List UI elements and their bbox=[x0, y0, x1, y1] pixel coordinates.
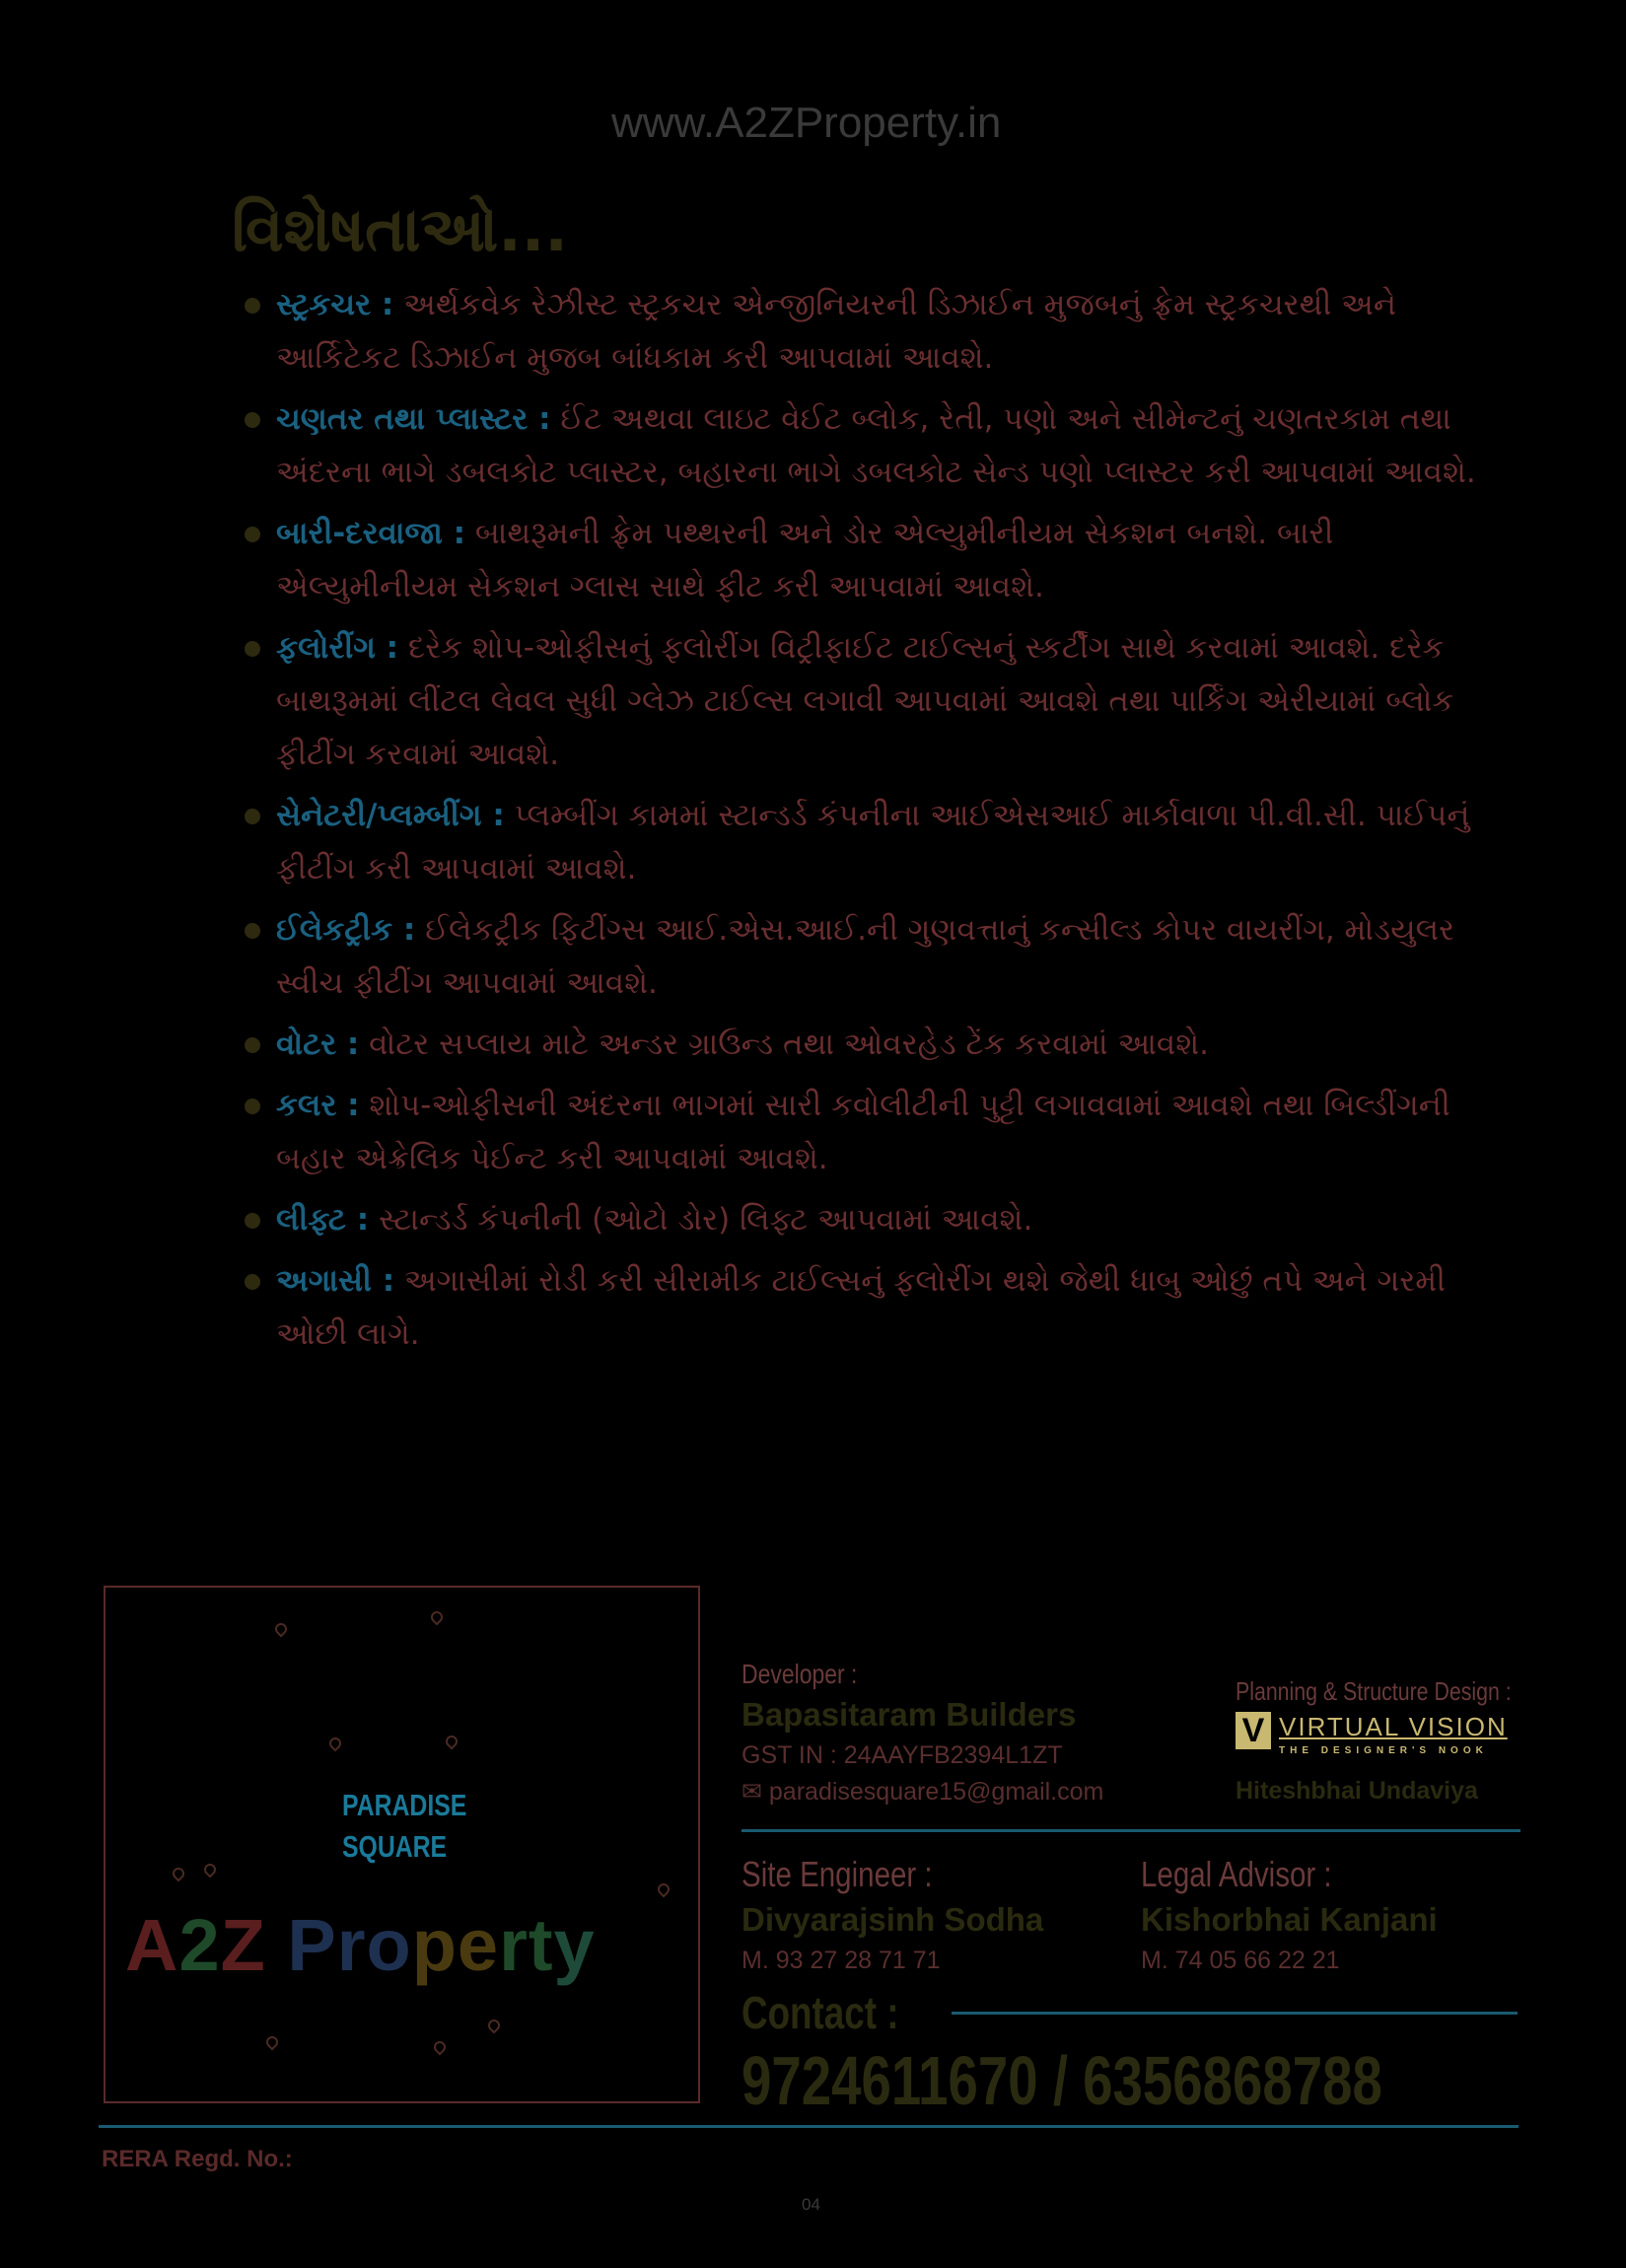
feature-item bbox=[245, 1254, 1477, 1361]
feature-title: વોટર : bbox=[276, 1027, 360, 1062]
feature-title: બારી-દરવાજા : bbox=[276, 516, 466, 551]
bullet-icon bbox=[245, 298, 260, 314]
project-name-line2: SQUARE bbox=[342, 1829, 448, 1864]
legal-advisor-phone: M. 74 05 66 22 21 bbox=[1141, 1947, 1340, 1974]
feature-title: ઈલેકટ્રીક : bbox=[276, 912, 416, 948]
map-pin-icon bbox=[429, 1609, 446, 1626]
page-number: 04 bbox=[802, 2195, 820, 2214]
feature-title: કલર : bbox=[276, 1088, 360, 1123]
v-logo-icon: V bbox=[1236, 1712, 1271, 1749]
virtual-vision-logo bbox=[1236, 1712, 1531, 1769]
bullet-icon bbox=[245, 923, 260, 939]
developer-name: Bapasitaram Builders bbox=[742, 1696, 1077, 1733]
planner-name: Hiteshbhai Undaviya bbox=[1236, 1777, 1478, 1805]
legal-advisor-label: Legal Advisor : bbox=[1141, 1854, 1332, 1894]
divider bbox=[742, 1829, 1520, 1832]
bullet-icon bbox=[245, 1213, 260, 1229]
map-pin-icon bbox=[202, 1862, 219, 1878]
feature-text: અર્થકવેક રેઝીસ્ટ સ્ટ્રકચર એન્જીનિયરની ડિઝાઈન મુજબનું ફ્રેમ સ્ટ્રકચરથી અને આર્કિટેકટ ડિઝાઈન મુજબ બાંધકામ કરી આપવામાં આવશે. bbox=[276, 287, 1396, 376]
map-pin-icon bbox=[444, 1734, 460, 1750]
map-pin-icon bbox=[327, 1736, 344, 1752]
feature-text: અગાસીમાં રોડી કરી સીરામીક ટાઈલ્સનું ફલોરીંગ થશે જેથી ધાબુ ઓછું તપે અને ગરમી ઓછી લાગે. bbox=[276, 1263, 1447, 1352]
project-name-line1: PARADISE bbox=[342, 1788, 467, 1822]
site-engineer-label: Site Engineer : bbox=[742, 1854, 933, 1894]
map-pin-icon bbox=[656, 1881, 672, 1898]
email-icon: ✉ bbox=[742, 1778, 769, 1806]
feature-title: સેનેટરી/પ્લમ્બીંગ : bbox=[276, 798, 505, 833]
feature-text: સ્ટાન્ડર્ડ કંપનીની (ઓટો ડોર) લિફ્ટ આપવામાં આવશે. bbox=[369, 1202, 1033, 1238]
divider bbox=[952, 2012, 1518, 2015]
feature-title: સ્ટ્રકચર : bbox=[276, 287, 394, 322]
feature-text: શોપ-ઓફીસની અંદરના ભાગમાં સારી કવોલીટીની પુટ્ટી લગાવવામાં આવશે તથા બિલ્ડીંગની બહાર એક્રેલિક પેઈન્ટ કરી આપવામાં આવશે. bbox=[276, 1088, 1450, 1176]
map-pin-icon bbox=[171, 1866, 187, 1882]
logo-subtitle: THE DESIGNER'S NOOK bbox=[1279, 1745, 1488, 1756]
legal-advisor-name: Kishorbhai Kanjani bbox=[1141, 1901, 1438, 1938]
features-list bbox=[245, 278, 1477, 1369]
site-engineer-name: Divyarajsinh Sodha bbox=[742, 1901, 1044, 1938]
bullet-icon bbox=[245, 1099, 260, 1114]
map-pin-icon bbox=[264, 2034, 281, 2051]
feature-text: બાથરૂમની ફ્રેમ પથ્થરની અને ડોર એલ્યુમીનીયમ સેકશન બનશે. બારી એલ્યુમીનીયમ સેકશન ગ્લાસ સાથે ફીટ કરી આપવામાં આવશે. bbox=[276, 516, 1334, 604]
feature-text: વોટર સપ્લાય માટે અન્ડર ગ્રાઉન્ડ તથા ઓવરહેડ ટેંક કરવામાં આવશે. bbox=[359, 1027, 1209, 1062]
feature-title: અગાસી : bbox=[276, 1263, 395, 1299]
feature-title: લીફ્ટ : bbox=[276, 1202, 370, 1238]
map-pin-icon bbox=[486, 2018, 503, 2034]
feature-text: પ્લમ્બીંગ કામમાં સ્ટાન્ડર્ડ કંપનીના આઈએસઆઈ માર્કાવાળા પી.વી.સી. પાઈપનું ફીટીંગ કરી આપવામાં આવશે. bbox=[276, 798, 1470, 886]
feature-item bbox=[245, 789, 1477, 895]
planning-label: Planning & Structure Design : bbox=[1236, 1676, 1512, 1706]
map-pin-icon bbox=[432, 2039, 449, 2056]
feature-item bbox=[245, 278, 1477, 385]
feature-item bbox=[245, 507, 1477, 613]
feature-item bbox=[245, 1018, 1477, 1071]
bullet-icon bbox=[245, 412, 260, 428]
logo-title: VIRTUAL VISION bbox=[1279, 1712, 1508, 1741]
location-map bbox=[104, 1586, 700, 2103]
a2z-property-logo: A2Z Property bbox=[125, 1904, 596, 1986]
site-engineer-phone: M. 93 27 28 71 71 bbox=[742, 1947, 941, 1974]
contact-label: Contact : bbox=[742, 1987, 899, 2038]
feature-text: દરેક શોપ-ઓફીસનું ફલોરીંગ વિટ્રીફાઈટ ટાઈલ્સનું સ્કર્ટીંગ સાથે કરવામાં આવશે. દરેક બાથરૂમમાં લીંટલ લેવલ સુધી ગ્લેઝ ટાઈલ્સ લગાવી આપવામાં આવશે તથા પાર્કિંગ એરીયામાં બ્લોક ફીટીંગ કરવામાં આવશે. bbox=[276, 630, 1454, 772]
page-heading: વિશેષતાઓ... bbox=[232, 193, 568, 265]
developer-label: Developer : bbox=[742, 1659, 858, 1689]
feature-item bbox=[245, 1193, 1477, 1246]
contact-phones: 9724611670 / 6356868788 bbox=[742, 2042, 1382, 2119]
bullet-icon bbox=[245, 809, 260, 824]
bullet-icon bbox=[245, 1274, 260, 1290]
feature-text: ઈલેકટ્રીક ફિટીંગ્સ આઈ.એસ.આઈ.ની ગુણવત્તાનું કન્સીલ્ડ કોપર વાયરીંગ, મોડયુલર સ્વીચ ફીટીંગ આપવામાં આવશે. bbox=[276, 912, 1455, 1001]
email-text: paradisesquare15@gmail.com bbox=[768, 1778, 1104, 1806]
feature-item bbox=[245, 1079, 1477, 1185]
divider bbox=[99, 2125, 1519, 2128]
feature-title: ચણતર તથા પ્લાસ્ટર : bbox=[276, 401, 551, 437]
feature-item bbox=[245, 392, 1477, 499]
bullet-icon bbox=[245, 527, 260, 542]
bullet-icon bbox=[245, 1037, 260, 1053]
watermark: www.A2ZProperty.in bbox=[611, 99, 1002, 147]
map-pin-icon bbox=[273, 1621, 290, 1638]
feature-title: ફલોરીંગ : bbox=[276, 630, 399, 666]
project-name bbox=[342, 1785, 466, 1868]
feature-item bbox=[245, 903, 1477, 1010]
rera-number: RERA Regd. No.: bbox=[102, 2146, 293, 2172]
developer-email[interactable] bbox=[742, 1777, 1103, 1807]
feature-text: ઈંટ અથવા લાઇટ વેઈટ બ્લોક, રેતી, પણો અને સીમેન્ટનું ચણતરકામ તથા અંદરના ભાગે ડબલકોટ પ્લાસ્ટર, બહારના ભાગે ડબલકોટ સેન્ડ પણો પ્લાસ્ટર કરી આપવામાં આવશે. bbox=[276, 401, 1476, 490]
feature-item bbox=[245, 621, 1477, 781]
bullet-icon bbox=[245, 641, 260, 657]
developer-gst: GST IN : 24AAYFB2394L1ZT bbox=[742, 1741, 1063, 1769]
